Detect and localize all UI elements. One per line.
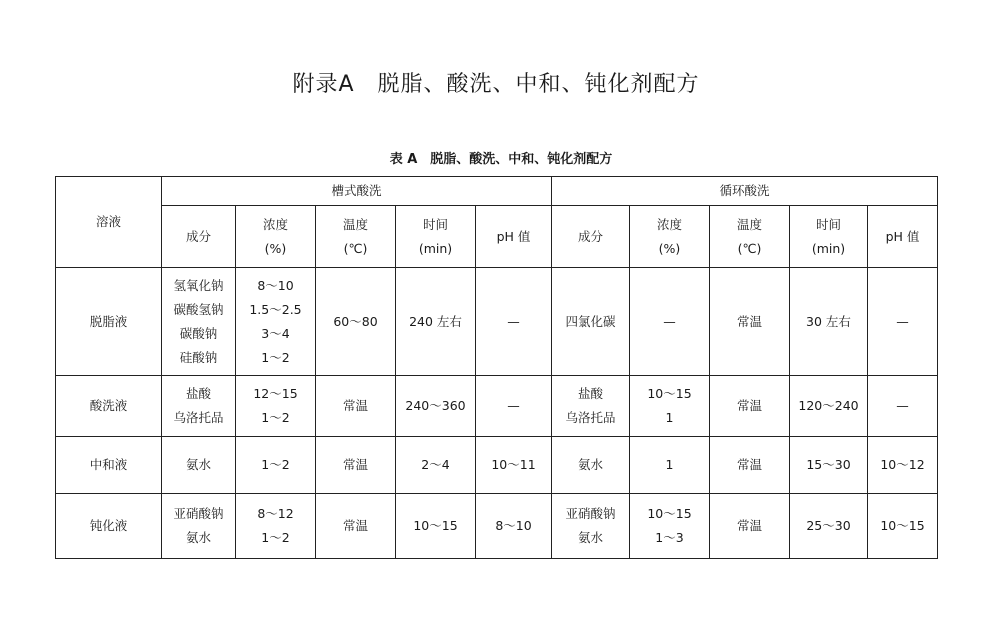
tank-time: 10～15 xyxy=(396,494,476,559)
tank-ph: 8～10 xyxy=(476,494,552,559)
circ-ph: 10～12 xyxy=(868,437,938,494)
header-tank-concentration: 浓度 (%) xyxy=(236,206,316,268)
header-tank-ph: pH 值 xyxy=(476,206,552,268)
header-group-row xyxy=(56,177,938,206)
table-row-neutralizing xyxy=(56,437,938,494)
tank-ph: — xyxy=(476,376,552,437)
header-circ-concentration: 浓度 (%) xyxy=(630,206,710,268)
tank-time: 240 左右 xyxy=(396,268,476,376)
circ-concentrations: 10～15 1～3 xyxy=(630,494,710,559)
circ-temperature: 常温 xyxy=(710,494,790,559)
circ-ph: — xyxy=(868,268,938,376)
table-row-pickling xyxy=(56,376,938,437)
circ-components: 亚硝酸钠 氨水 xyxy=(552,494,630,559)
circ-temperature: 常温 xyxy=(710,437,790,494)
solution-name: 酸洗液 xyxy=(56,376,162,437)
circ-temperature: 常温 xyxy=(710,268,790,376)
tank-components: 氢氧化钠 碳酸氢钠 碳酸钠 硅酸钠 xyxy=(162,268,236,376)
circ-time: 25～30 xyxy=(790,494,868,559)
header-circ-component: 成分 xyxy=(552,206,630,268)
solution-name: 钝化液 xyxy=(56,494,162,559)
circ-time: 120～240 xyxy=(790,376,868,437)
header-tank-temperature: 温度 (℃) xyxy=(316,206,396,268)
circ-ph: 10～15 xyxy=(868,494,938,559)
header-circ-time: 时间 (min) xyxy=(790,206,868,268)
circ-components: 四氯化碳 xyxy=(552,268,630,376)
tank-temperature: 常温 xyxy=(316,494,396,559)
tank-temperature: 常温 xyxy=(316,376,396,437)
page-title: 附录A 脱脂、酸洗、中和、钝化剂配方 xyxy=(292,71,700,97)
tank-concentrations: 1～2 xyxy=(236,437,316,494)
circ-concentrations: 10～15 1 xyxy=(630,376,710,437)
tank-time: 240～360 xyxy=(396,376,476,437)
header-solution: 溶液 xyxy=(56,177,162,268)
header-tank-component: 成分 xyxy=(162,206,236,268)
tank-components: 亚硝酸钠 氨水 xyxy=(162,494,236,559)
circ-time: 15～30 xyxy=(790,437,868,494)
header-circ-temperature: 温度 (℃) xyxy=(710,206,790,268)
header-circulating-pickling: 循环酸洗 xyxy=(552,177,938,206)
circ-components: 盐酸 乌洛托品 xyxy=(552,376,630,437)
circ-concentrations: — xyxy=(630,268,710,376)
tank-concentrations: 8～10 1.5～2.5 3～4 1～2 xyxy=(236,268,316,376)
circ-concentrations: 1 xyxy=(630,437,710,494)
solution-name: 中和液 xyxy=(56,437,162,494)
header-tank-time: 时间 (min) xyxy=(396,206,476,268)
tank-components: 盐酸 乌洛托品 xyxy=(162,376,236,437)
circ-temperature: 常温 xyxy=(710,376,790,437)
header-tank-pickling: 槽式酸洗 xyxy=(162,177,552,206)
tank-concentrations: 12～15 1～2 xyxy=(236,376,316,437)
circ-ph: — xyxy=(868,376,938,437)
tank-time: 2～4 xyxy=(396,437,476,494)
table-row-passivating xyxy=(56,494,938,559)
tank-ph: — xyxy=(476,268,552,376)
tank-temperature: 常温 xyxy=(316,437,396,494)
tank-temperature: 60～80 xyxy=(316,268,396,376)
table-caption: 表 A 脱脂、酸洗、中和、钝化剂配方 xyxy=(389,152,613,167)
circ-components: 氨水 xyxy=(552,437,630,494)
solution-name: 脱脂液 xyxy=(56,268,162,376)
table-row-degreasing xyxy=(56,268,938,376)
header-column-row xyxy=(56,206,938,268)
tank-components: 氨水 xyxy=(162,437,236,494)
formula-table xyxy=(55,176,938,559)
header-circ-ph: pH 值 xyxy=(868,206,938,268)
tank-concentrations: 8～12 1～2 xyxy=(236,494,316,559)
tank-ph: 10～11 xyxy=(476,437,552,494)
circ-time: 30 左右 xyxy=(790,268,868,376)
